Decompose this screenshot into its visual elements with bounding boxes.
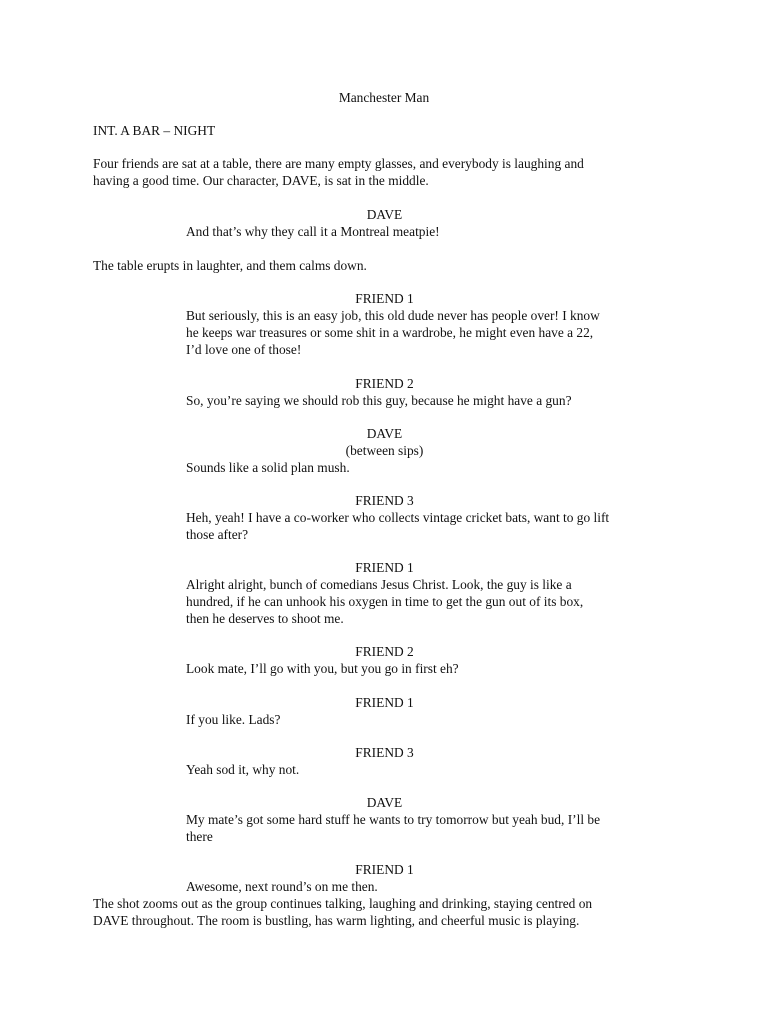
- dialogue-line: Awesome, next round’s on me then.: [186, 879, 378, 894]
- action-line: The table erupts in laughter, and them calms down.: [93, 258, 367, 273]
- dialogue-line: Alright alright, bunch of comedians Jesus Christ. Look, the guy is like a: [186, 577, 572, 592]
- character-name: FRIEND 1: [355, 291, 414, 306]
- character-name: FRIEND 2: [355, 376, 414, 391]
- dialogue-line: Heh, yeah! I have a co-worker who collects vintage cricket bats, want to go lift: [186, 510, 610, 525]
- action-line: having a good time. Our character, DAVE, is sat in the middle.: [93, 173, 429, 188]
- dialogue-line: then he deserves to shoot me.: [186, 611, 344, 626]
- dialogue: [186, 509, 678, 543]
- dialogue: [186, 811, 678, 845]
- dialogue-line: Sounds like a solid plan mush.: [186, 460, 350, 475]
- dialogue-line: those after?: [186, 527, 249, 542]
- dialogue-line: he keeps war treasures or some shit in a wardrobe, he might even have a 22,: [186, 325, 594, 340]
- dialogue-line: If you like. Lads?: [186, 712, 281, 727]
- dialogue-line: I’d love one of those!: [186, 342, 302, 357]
- action-line: The shot zooms out as the group continues talking, laughing and drinking, staying centred on: [93, 896, 593, 911]
- dialogue: [186, 223, 678, 240]
- character-name: DAVE: [366, 795, 403, 810]
- action-line: DAVE throughout. The room is bustling, has warm lighting, and cheerful music is playing.: [93, 913, 580, 928]
- action-paragraph: [93, 155, 683, 189]
- character-name: FRIEND 1: [355, 695, 414, 710]
- dialogue-line: My mate’s got some hard stuff he wants to try tomorrow but yeah bud, I’ll be: [186, 812, 601, 827]
- character-name: DAVE: [366, 207, 403, 222]
- dialogue: [186, 459, 678, 476]
- character-name: FRIEND 1: [355, 560, 414, 575]
- action-line: Four friends are sat at a table, there are many empty glasses, and everybody is laughing and: [93, 156, 584, 171]
- character-name: FRIEND 3: [355, 493, 414, 508]
- dialogue-line: But seriously, this is an easy job, this old dude never has people over! I know: [186, 308, 600, 323]
- action-paragraph: [93, 257, 683, 274]
- scene-heading: INT. A BAR – NIGHT: [93, 123, 216, 138]
- character-name: FRIEND 3: [355, 745, 414, 760]
- dialogue-line: there: [186, 829, 213, 844]
- character-name: DAVE: [366, 426, 403, 441]
- dialogue: [186, 392, 678, 409]
- dialogue-line: And that’s why they call it a Montreal meatpie!: [186, 224, 440, 239]
- dialogue-line: Look mate, I’ll go with you, but you go in first eh?: [186, 661, 459, 676]
- dialogue: [186, 660, 678, 677]
- dialogue: [186, 576, 678, 627]
- script-title: Manchester Man: [338, 90, 430, 105]
- dialogue: [186, 307, 678, 358]
- action-paragraph: [93, 895, 683, 929]
- character-name: FRIEND 2: [355, 644, 414, 659]
- character-name: FRIEND 1: [355, 862, 414, 877]
- dialogue-line: Yeah sod it, why not.: [186, 762, 300, 777]
- parenthetical: (between sips): [345, 443, 424, 458]
- dialogue-line: hundred, if he can unhook his oxygen in time to get the gun out of its box,: [186, 594, 584, 609]
- dialogue-line: So, you’re saying we should rob this guy, because he might have a gun?: [186, 393, 572, 408]
- dialogue: [186, 878, 678, 895]
- dialogue: [186, 761, 678, 778]
- dialogue: [186, 711, 678, 728]
